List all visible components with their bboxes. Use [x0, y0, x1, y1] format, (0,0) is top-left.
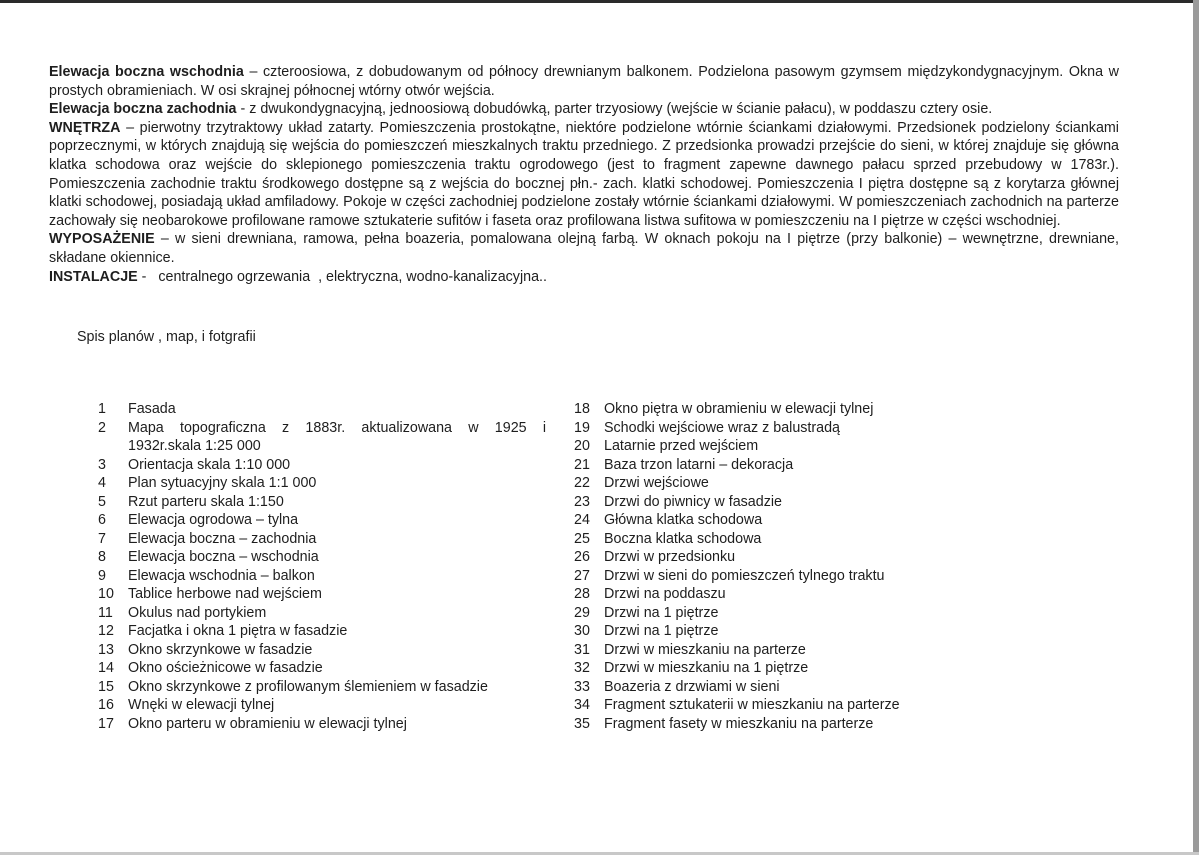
list-item-text	[604, 622, 974, 641]
list-item-line: Tablice herbowe nad wejściem	[128, 586, 322, 602]
list-item-text	[604, 474, 974, 493]
list-item-line: Okno ościeżnicowe w fasadzie	[128, 660, 323, 676]
list-item-number: 27	[574, 567, 590, 584]
list-item-text	[604, 678, 974, 697]
scan-border-right	[1193, 0, 1199, 855]
list-item-number: 21	[574, 456, 590, 473]
list-item-line: Drzwi w sieni do pomieszczeń tylnego traktu	[604, 567, 885, 584]
list-item-line: Orientacja skala 1:10 000	[128, 456, 291, 473]
list-item	[98, 567, 546, 586]
list-item-text	[604, 604, 974, 623]
list-item-line: Drzwi na poddaszu	[604, 586, 726, 602]
list-item	[574, 641, 974, 660]
list-item-number: 12	[98, 623, 114, 639]
list-item-text	[128, 530, 546, 549]
list-item-number: 4	[98, 475, 106, 491]
list-item-number: 3	[98, 456, 106, 473]
list-item	[574, 604, 974, 623]
list-item	[98, 419, 546, 456]
paragraph-body: – pierwotny trzytraktowy układ zatarty. Pomieszczenia prostokątne, niektóre podzielone wtórnie ściankami działowymi. Przedsionek podzielony ściankami poprzecznymi, w których znajdują się wejścia do pomieszczeń mieszkalnych traktu przedniego. Z przedsionka prowadzi przejście do sieni, w której znajduje się główna klatka schodowa oraz wejście do sklepionego pomieszczenia traktu ogrodowego (jest to fragment zapewne dawnego pałacu sprzed przebudowy w 1783r.). Pomieszczenia zachodnie traktu środkowego dostępne są z wejścia do bocznej płn.- zach. klatki schodowej. Pomieszczenia I piętra dostępne są z korytarza głównej klatki schodowej, posiadają układ amfiladowy. Pokoje w części zachodniej podzielone zostały wtórnie ściankami działowymi. W pomieszczeniach zachodnich na parterze zachowały się neobarokowe profilowane ramowe sztukaterie sufitów i faseta oraz profilowana listwa sufitowa w pomieszczeniu na I piętrze w części wschodniej.	[49, 119, 1119, 229]
list-item-text	[128, 493, 546, 512]
list-item-number: 7	[98, 530, 106, 547]
list-item	[574, 456, 974, 475]
list-item-text	[128, 419, 546, 456]
list-item-number: 18	[574, 401, 590, 417]
list-item-text	[604, 511, 974, 530]
list-item-text	[604, 437, 974, 456]
list-item-line: Drzwi na 1 piętrze	[604, 623, 719, 639]
list-item-line: Okno skrzynkowe z profilowanym ślemieniem w fasadzie	[128, 678, 488, 695]
list-item-text	[128, 548, 546, 567]
list-item-number: 35	[574, 715, 590, 732]
list-item-line: Drzwi wejściowe	[604, 475, 709, 491]
list-item-number: 8	[98, 549, 106, 565]
list-item-number: 28	[574, 586, 590, 602]
list-item	[98, 456, 546, 475]
paragraph-body: - z dwukondygnacyjną, jednoosiową dobudówką, parter trzyosiowy (wejście w ścianie pałacu), w poddaszu cztery osie.	[236, 101, 993, 118]
list-item-line: Główna klatka schodowa	[604, 512, 763, 528]
list-item-line: Drzwi na 1 piętrze	[604, 604, 719, 621]
list-title: Spis planów , map, i fotgrafii	[77, 329, 256, 345]
list-item-text	[128, 511, 546, 530]
list-item-text	[128, 715, 546, 734]
paragraph-label: WNĘTRZA	[49, 119, 121, 136]
list-item-number: 9	[98, 567, 106, 584]
list-item	[574, 659, 974, 678]
plans-list-left	[98, 400, 546, 733]
list-item-number: 29	[574, 604, 590, 621]
list-item	[574, 696, 974, 715]
list-item-line: Drzwi do piwnicy w fasadzie	[604, 493, 782, 510]
list-item-number: 11	[98, 604, 113, 621]
description-text	[49, 63, 1119, 286]
paragraph-west-elevation	[49, 100, 1119, 119]
scan-border-top	[0, 0, 1199, 3]
list-item-line: Latarnie przed wejściem	[604, 438, 759, 454]
list-item-number: 1	[98, 401, 106, 417]
list-item-text	[604, 530, 974, 549]
list-item-number: 13	[98, 641, 114, 658]
list-item-line: Mapa topograficzna z 1883r. aktualizowana w 1925 i	[128, 419, 546, 436]
list-item	[98, 474, 546, 493]
paragraph-label: WYPOSAŻENIE	[49, 231, 155, 248]
list-item-line: Wnęki w elewacji tylnej	[128, 697, 275, 713]
list-item	[98, 715, 546, 734]
list-item-text	[604, 567, 974, 586]
list-item-number: 32	[574, 660, 590, 676]
list-item-line: Okno skrzynkowe w fasadzie	[128, 641, 313, 658]
list-item-line: Fragment sztukaterii w mieszkaniu na parterze	[604, 697, 900, 713]
list-item-number: 23	[574, 493, 590, 510]
list-item-text	[604, 659, 974, 678]
list-item-text	[128, 474, 546, 493]
paragraph-label: Elewacja boczna zachodnia	[49, 101, 237, 118]
paragraph-east-elevation	[49, 63, 1119, 100]
list-item-text	[128, 400, 546, 419]
list-item-line: Elewacja boczna – wschodnia	[128, 549, 319, 565]
paragraph-body: - centralnego ogrzewania , elektryczna, wodno-kanalizacyjna..	[137, 268, 547, 285]
list-item-text	[604, 493, 974, 512]
list-item	[574, 715, 974, 734]
list-item-line: Okno parteru w obramieniu w elewacji tylnej	[128, 715, 407, 732]
list-item-line: Boazeria z drzwiami w sieni	[604, 678, 780, 695]
list-item-text	[604, 419, 974, 438]
list-item-number: 16	[98, 697, 114, 713]
list-item-text	[604, 585, 974, 604]
paragraph-installations	[49, 268, 1119, 287]
list-item-text	[128, 622, 546, 641]
list-item-line: Elewacja boczna – zachodnia	[128, 530, 317, 547]
list-item-line: Facjatka i okna 1 piętra w fasadzie	[128, 623, 348, 639]
list-item-number: 30	[574, 623, 590, 639]
list-item-number: 19	[574, 419, 590, 436]
list-item-text	[604, 696, 974, 715]
list-item	[574, 400, 974, 419]
list-item-text	[604, 456, 974, 475]
list-item	[98, 400, 546, 419]
list-item-number: 15	[98, 678, 114, 695]
paragraph-furnishings	[49, 230, 1119, 267]
list-item-text	[128, 641, 546, 660]
list-item-text	[128, 696, 546, 715]
paragraph-label: Elewacja boczna wschodnia	[49, 64, 244, 80]
list-item-number: 26	[574, 549, 590, 565]
list-item-line: Fragment fasety w mieszkaniu na parterze	[604, 715, 874, 732]
list-item	[574, 678, 974, 697]
list-item-line: Baza trzon latarni – dekoracja	[604, 456, 794, 473]
list-item-number: 22	[574, 475, 590, 491]
list-item-text	[128, 678, 546, 697]
list-item	[98, 659, 546, 678]
list-item	[574, 530, 974, 549]
list-item	[574, 511, 974, 530]
list-item-text	[128, 604, 546, 623]
list-item	[574, 437, 974, 456]
list-item-number: 31	[574, 641, 590, 658]
list-item	[574, 474, 974, 493]
list-item-text	[128, 659, 546, 678]
list-item-text	[604, 400, 974, 419]
list-item	[98, 511, 546, 530]
list-item-number: 17	[98, 715, 114, 732]
list-item-line: Drzwi w mieszkaniu na parterze	[604, 641, 806, 658]
plans-list-right	[574, 400, 974, 733]
list-item-number: 34	[574, 697, 590, 713]
list-item-line: Schodki wejściowe wraz z balustradą	[604, 419, 841, 436]
list-item	[98, 548, 546, 567]
paragraph-body: – w sieni drewniana, ramowa, pełna boazeria, pomalowana olejną farbą. W oknach pokoju na I piętrze (przy balkonie) – wewnętrzne, drewniane, składane okiennice.	[49, 231, 1119, 266]
list-item	[98, 493, 546, 512]
list-item-line: Okno piętra w obramieniu w elewacji tylnej	[604, 401, 874, 417]
list-item-text	[128, 567, 546, 586]
list-item-text	[604, 548, 974, 567]
list-item-number: 24	[574, 512, 590, 528]
list-item-line: Boczna klatka schodowa	[604, 530, 762, 547]
list-item	[98, 641, 546, 660]
paragraph-body: – czteroosiowa, z dobudowanym od północy drewnianym balkonem. Podzielona pasowym gzymsem międzykondygnacyjnym. Okna w prostych obramieniach. W osi skrajnej północnej wtórny otwór wejścia.	[49, 64, 1119, 99]
list-item-number: 2	[98, 419, 106, 436]
list-item-line: Elewacja wschodnia – balkon	[128, 567, 315, 584]
list-item	[574, 419, 974, 438]
list-item	[98, 696, 546, 715]
list-item-number: 20	[574, 438, 590, 454]
list-item-line: Okulus nad portykiem	[128, 604, 267, 621]
list-item-line-continued: 1932r.skala 1:25 000	[128, 438, 261, 454]
list-item	[98, 604, 546, 623]
list-item-line: Drzwi w przedsionku	[604, 549, 736, 565]
list-item	[574, 622, 974, 641]
list-item	[574, 493, 974, 512]
list-item-number: 33	[574, 678, 590, 695]
list-item-line: Plan sytuacyjny skala 1:1 000	[128, 475, 317, 491]
list-item-text	[604, 715, 974, 734]
list-item-text	[128, 585, 546, 604]
list-item-number: 14	[98, 660, 114, 676]
list-item-number: 6	[98, 512, 106, 528]
list-item-line: Rzut parteru skala 1:150	[128, 493, 284, 510]
list-item-number: 5	[98, 493, 106, 510]
list-item	[98, 678, 546, 697]
list-item	[574, 585, 974, 604]
list-item-line: Elewacja ogrodowa – tylna	[128, 512, 299, 528]
list-item	[574, 567, 974, 586]
list-item-line: Fasada	[128, 401, 176, 417]
list-item-number: 25	[574, 530, 590, 547]
list-item	[574, 548, 974, 567]
list-item-text	[604, 641, 974, 660]
list-item-text	[128, 456, 546, 475]
list-item-number: 10	[98, 586, 114, 602]
list-item	[98, 585, 546, 604]
paragraph-label: INSTALACJE	[49, 268, 138, 285]
paragraph-interiors	[49, 119, 1119, 231]
list-item-line: Drzwi w mieszkaniu na 1 piętrze	[604, 660, 809, 676]
list-item	[98, 530, 546, 549]
list-item	[98, 622, 546, 641]
